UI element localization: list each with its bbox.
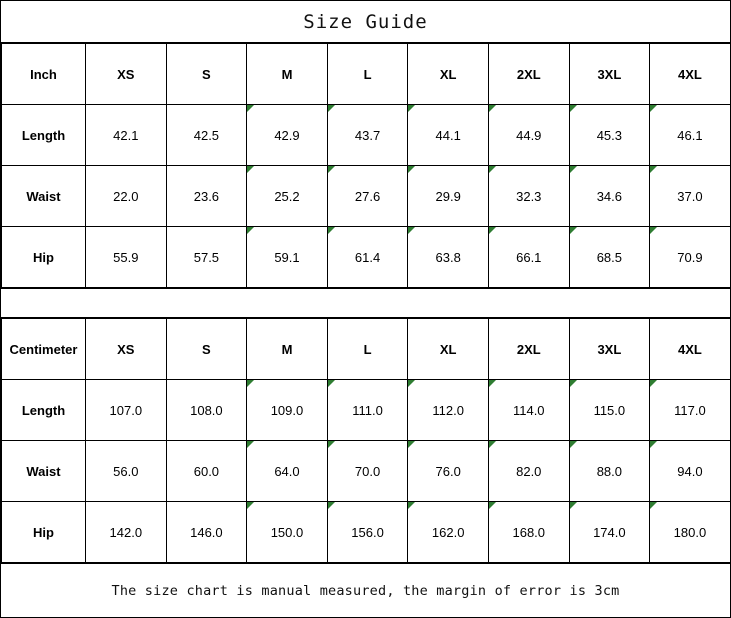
- cell-waist-l: 70.0: [327, 441, 408, 502]
- column-header-l: L: [327, 44, 408, 105]
- table-row: [2, 441, 731, 502]
- cell-hip-2xl: 168.0: [488, 502, 569, 563]
- cell-length-4xl: 117.0: [650, 380, 731, 441]
- unit-label-centimeter: Centimeter: [2, 319, 86, 380]
- cell-waist-xl: 76.0: [408, 441, 489, 502]
- cell-length-s: 108.0: [166, 380, 247, 441]
- cell-waist-m: 25.2: [247, 166, 328, 227]
- cell-length-l: 43.7: [327, 105, 408, 166]
- table-row: [2, 166, 731, 227]
- column-header-l: L: [327, 319, 408, 380]
- row-label-length: Length: [2, 380, 86, 441]
- column-header-xs: XS: [86, 44, 167, 105]
- cell-hip-3xl: 174.0: [569, 502, 650, 563]
- cell-hip-xs: 142.0: [86, 502, 167, 563]
- table-row: [2, 227, 731, 288]
- cell-length-m: 42.9: [247, 105, 328, 166]
- column-header-xl: XL: [408, 44, 489, 105]
- footer-note-text: The size chart is manual measured, the margin of error is 3cm: [111, 582, 620, 599]
- page-title: [1, 1, 730, 43]
- cell-waist-m: 64.0: [247, 441, 328, 502]
- table-row: [2, 105, 731, 166]
- cell-length-2xl: 44.9: [488, 105, 569, 166]
- column-header-3xl: 3XL: [569, 319, 650, 380]
- cell-waist-2xl: 32.3: [488, 166, 569, 227]
- column-header-m: M: [247, 44, 328, 105]
- row-label-hip: Hip: [2, 502, 86, 563]
- cell-hip-m: 150.0: [247, 502, 328, 563]
- cell-waist-3xl: 88.0: [569, 441, 650, 502]
- cell-length-4xl: 46.1: [650, 105, 731, 166]
- cell-hip-4xl: 70.9: [650, 227, 731, 288]
- cell-hip-xl: 162.0: [408, 502, 489, 563]
- table-separator: [1, 288, 730, 318]
- cell-length-2xl: 114.0: [488, 380, 569, 441]
- cell-length-xl: 44.1: [408, 105, 489, 166]
- cell-waist-s: 60.0: [166, 441, 247, 502]
- cell-hip-l: 156.0: [327, 502, 408, 563]
- cell-length-l: 111.0: [327, 380, 408, 441]
- cell-hip-2xl: 66.1: [488, 227, 569, 288]
- table-header-row: [2, 319, 731, 380]
- column-header-3xl: 3XL: [569, 44, 650, 105]
- row-label-waist: Waist: [2, 441, 86, 502]
- column-header-4xl: 4XL: [650, 319, 731, 380]
- table-row: [2, 380, 731, 441]
- cell-waist-4xl: 94.0: [650, 441, 731, 502]
- centimeter-table-wrapper: [1, 318, 730, 563]
- cell-hip-4xl: 180.0: [650, 502, 731, 563]
- cell-waist-4xl: 37.0: [650, 166, 731, 227]
- table-row: [2, 502, 731, 563]
- inch-table-wrapper: [1, 43, 730, 288]
- cell-waist-2xl: 82.0: [488, 441, 569, 502]
- cell-waist-s: 23.6: [166, 166, 247, 227]
- cell-waist-xl: 29.9: [408, 166, 489, 227]
- cell-length-xs: 42.1: [86, 105, 167, 166]
- cell-waist-xs: 56.0: [86, 441, 167, 502]
- column-header-xl: XL: [408, 319, 489, 380]
- cell-length-xl: 112.0: [408, 380, 489, 441]
- column-header-m: M: [247, 319, 328, 380]
- column-header-s: S: [166, 319, 247, 380]
- cell-hip-xl: 63.8: [408, 227, 489, 288]
- cell-hip-l: 61.4: [327, 227, 408, 288]
- cell-waist-l: 27.6: [327, 166, 408, 227]
- cell-hip-3xl: 68.5: [569, 227, 650, 288]
- cell-hip-s: 57.5: [166, 227, 247, 288]
- cell-hip-xs: 55.9: [86, 227, 167, 288]
- row-label-length: Length: [2, 105, 86, 166]
- column-header-s: S: [166, 44, 247, 105]
- cell-length-m: 109.0: [247, 380, 328, 441]
- row-label-hip: Hip: [2, 227, 86, 288]
- column-header-2xl: 2XL: [488, 44, 569, 105]
- footer-note: [1, 563, 730, 617]
- unit-label-inch: Inch: [2, 44, 86, 105]
- cell-length-s: 42.5: [166, 105, 247, 166]
- cell-hip-m: 59.1: [247, 227, 328, 288]
- column-header-2xl: 2XL: [488, 319, 569, 380]
- row-label-waist: Waist: [2, 166, 86, 227]
- cell-length-xs: 107.0: [86, 380, 167, 441]
- cell-hip-s: 146.0: [166, 502, 247, 563]
- inch-size-table: [1, 43, 731, 288]
- cell-waist-3xl: 34.6: [569, 166, 650, 227]
- column-header-4xl: 4XL: [650, 44, 731, 105]
- page-title-text: Size Guide: [303, 10, 428, 33]
- centimeter-size-table: [1, 318, 731, 563]
- cell-length-3xl: 115.0: [569, 380, 650, 441]
- cell-length-3xl: 45.3: [569, 105, 650, 166]
- cell-waist-xs: 22.0: [86, 166, 167, 227]
- table-header-row: [2, 44, 731, 105]
- column-header-xs: XS: [86, 319, 167, 380]
